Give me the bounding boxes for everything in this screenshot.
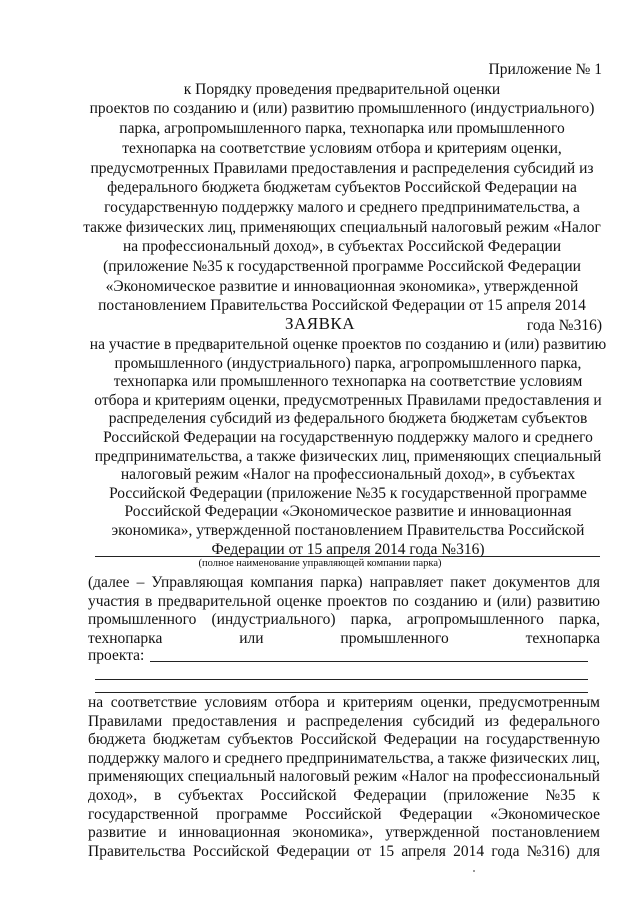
- subtitle-line: Российской Федерации «Экономическое развитие и инновационная: [124, 503, 572, 521]
- word: промышленного: [340, 629, 449, 647]
- subtitle-line: предпринимательства, а также физических лиц, применяющих специальный: [94, 447, 602, 465]
- appendix-line: (приложение №35 к государственной программе Российской Федерации: [103, 258, 581, 276]
- word: бюджета: [88, 731, 146, 749]
- paragraph-line: [88, 750, 600, 769]
- word: поддержку: [88, 749, 160, 767]
- word: государственную: [486, 731, 600, 749]
- word: (приложение: [443, 786, 529, 804]
- word: постановлением: [491, 824, 600, 842]
- appendix-line: на профессиональный доход», в субъектах Российской Федерации: [122, 238, 562, 256]
- word: и: [212, 749, 222, 767]
- document-subtitle: [88, 336, 608, 559]
- scan-speck: [473, 870, 475, 872]
- word: технопарка: [88, 629, 163, 647]
- appendix-line: технопарка на соответствие условиям отбора и критериям оценки,: [122, 139, 562, 157]
- word: государственной: [88, 805, 199, 823]
- word: доход»,: [88, 786, 138, 804]
- subtitle-line: налоговый режим «Налог на профессиональный доход», в субъектах: [120, 466, 576, 484]
- word: субъектов: [227, 731, 294, 749]
- subtitle-line: Российской Федерации (приложение №35 к государственной программе: [109, 484, 587, 502]
- word: профессиональный: [471, 768, 600, 786]
- subtitle-line: Российской Федерации на государственную поддержку малого и среднего: [103, 428, 593, 446]
- document-title: ЗАЯВКА: [284, 314, 356, 333]
- word: «Налог: [401, 768, 449, 786]
- word: и: [326, 694, 336, 711]
- word: апреля: [401, 842, 446, 860]
- company-name-field[interactable]: [95, 556, 600, 557]
- appendix-header: [82, 60, 602, 336]
- project-field-line-1[interactable]: [150, 661, 588, 662]
- appendix-line: «Экономическое развитие и инновационная экономика», утвержденной: [105, 277, 579, 295]
- word: для: [577, 842, 600, 860]
- word: отбора: [274, 694, 320, 711]
- word: налоговый: [279, 768, 350, 786]
- appendix-number: Приложение № 1: [488, 61, 602, 78]
- word: применяющих: [88, 768, 185, 786]
- word: режим: [353, 768, 398, 786]
- word: условиям: [204, 694, 268, 711]
- project-field-line-2[interactable]: [95, 679, 588, 680]
- appendix-line: парка, агропромышленного парка, технопарка или промышленного: [119, 120, 565, 138]
- paragraph-line: [88, 731, 600, 750]
- word: на: [88, 694, 104, 711]
- word: Федерации: [353, 786, 427, 804]
- word: технопарка: [525, 629, 600, 647]
- word: Российской: [260, 786, 337, 804]
- subtitle-line: технопарка или промышленного технопарка на соответствие условиям: [113, 373, 583, 391]
- paragraph-line: промышленного (индустриального) парка, агропромышленного парка,: [88, 611, 600, 629]
- word: на: [463, 731, 480, 749]
- word: среднего: [224, 749, 283, 767]
- word: субъектах: [177, 786, 244, 804]
- paragraph-line: [88, 630, 600, 649]
- paragraph-line: [88, 768, 600, 787]
- word: из: [484, 712, 500, 730]
- word: бюджетам: [152, 731, 221, 749]
- paragraph-line: участия в предварительной оценке проектов по созданию и (или) развитию: [88, 592, 600, 610]
- word: и: [158, 824, 167, 842]
- request-paragraph: [88, 574, 600, 648]
- subtitle-line: Федерации от 15 апреля 2014 года №316): [211, 540, 485, 558]
- appendix-line: к Порядку проведения предварительной оценки: [183, 80, 501, 98]
- appendix-line: проектов по созданию и (или) развитию промышленного (индустриального): [89, 100, 595, 118]
- word: на: [452, 768, 469, 786]
- subtitle-line: отбора и критериям оценки, предусмотренных Правилами предоставления и: [94, 391, 602, 409]
- word: утвержденной: [385, 824, 480, 842]
- word: Правилами: [88, 712, 163, 730]
- word: Федерации: [383, 731, 457, 749]
- word: в: [153, 786, 162, 804]
- word: а: [437, 749, 445, 767]
- word: распределения: [305, 712, 403, 730]
- paragraph-line: [88, 824, 600, 843]
- word: и: [287, 712, 296, 730]
- word: предпринимательства,: [286, 749, 434, 767]
- company-name-caption: (полное наименование управляющей компании парка): [198, 558, 442, 569]
- paragraph-line: [88, 713, 600, 732]
- word: от: [356, 842, 372, 860]
- word: Российской: [300, 731, 377, 749]
- word: Российской: [192, 842, 270, 860]
- word: или: [239, 629, 264, 647]
- word: №35: [545, 786, 576, 804]
- word: «Экономическое: [490, 805, 600, 823]
- word: физических: [489, 749, 569, 767]
- project-label: проекта:: [88, 647, 145, 664]
- word: инновационная: [178, 824, 281, 842]
- word: №316): [526, 842, 570, 860]
- paragraph-line: [88, 806, 600, 825]
- word: к: [592, 786, 600, 804]
- appendix-line: федерального бюджета бюджетам субъектов Российской Федерации на: [107, 179, 577, 197]
- word: программе: [216, 805, 288, 823]
- appendix-line: также физических лиц, применяющих специальный налоговый режим «Налог: [83, 218, 601, 236]
- word: года: [491, 842, 520, 860]
- word: соответствие: [110, 694, 197, 711]
- word: Федерации: [276, 842, 350, 860]
- subtitle-line: промышленного (индустриального) парка, агропромышленного парка,: [114, 354, 582, 372]
- word: специальный: [187, 768, 276, 786]
- subtitle-line: на участие в предварительной оценке проектов по созданию и (или) развитию: [89, 336, 607, 353]
- paragraph-line: [88, 843, 600, 862]
- word: 2014: [453, 842, 485, 860]
- conditions-paragraph: [88, 694, 600, 861]
- paragraph-line: (далее – Управляющая компания парка) направляет пакет документов для: [88, 574, 600, 591]
- word: Правительства: [88, 842, 186, 860]
- word: оценки,: [420, 694, 472, 711]
- project-field-line-3[interactable]: [95, 692, 588, 693]
- word: малого: [163, 749, 210, 767]
- word: Российской: [305, 805, 382, 823]
- word: развитие: [88, 824, 147, 842]
- word: субсидий: [412, 712, 475, 730]
- word: экономика»,: [292, 824, 374, 842]
- paragraph-line: [88, 787, 600, 806]
- word: лиц,: [571, 749, 600, 767]
- appendix-line: предусмотренных Правилами предоставления и распределения субсидий из: [90, 159, 594, 177]
- word: также: [447, 749, 487, 767]
- word: 15: [378, 842, 395, 860]
- appendix-line: постановлением Правительства Российской Федерации от 15 апреля 2014: [98, 297, 586, 315]
- subtitle-line: распределения субсидий из федерального бюджета бюджетам субъектов: [108, 410, 588, 428]
- word: федерального: [509, 712, 600, 730]
- paragraph-line: [88, 694, 600, 713]
- appendix-line: государственную поддержку малого и среднего предпринимательства, а: [104, 198, 580, 216]
- word: Федерации: [399, 805, 473, 823]
- word: предоставления: [172, 712, 278, 730]
- appendix-line: года №316): [526, 317, 602, 335]
- word: предусмотренным: [479, 694, 600, 711]
- subtitle-line: экономика», утвержденной постановлением Правительства Российской: [111, 521, 585, 539]
- word: критериям: [342, 694, 413, 711]
